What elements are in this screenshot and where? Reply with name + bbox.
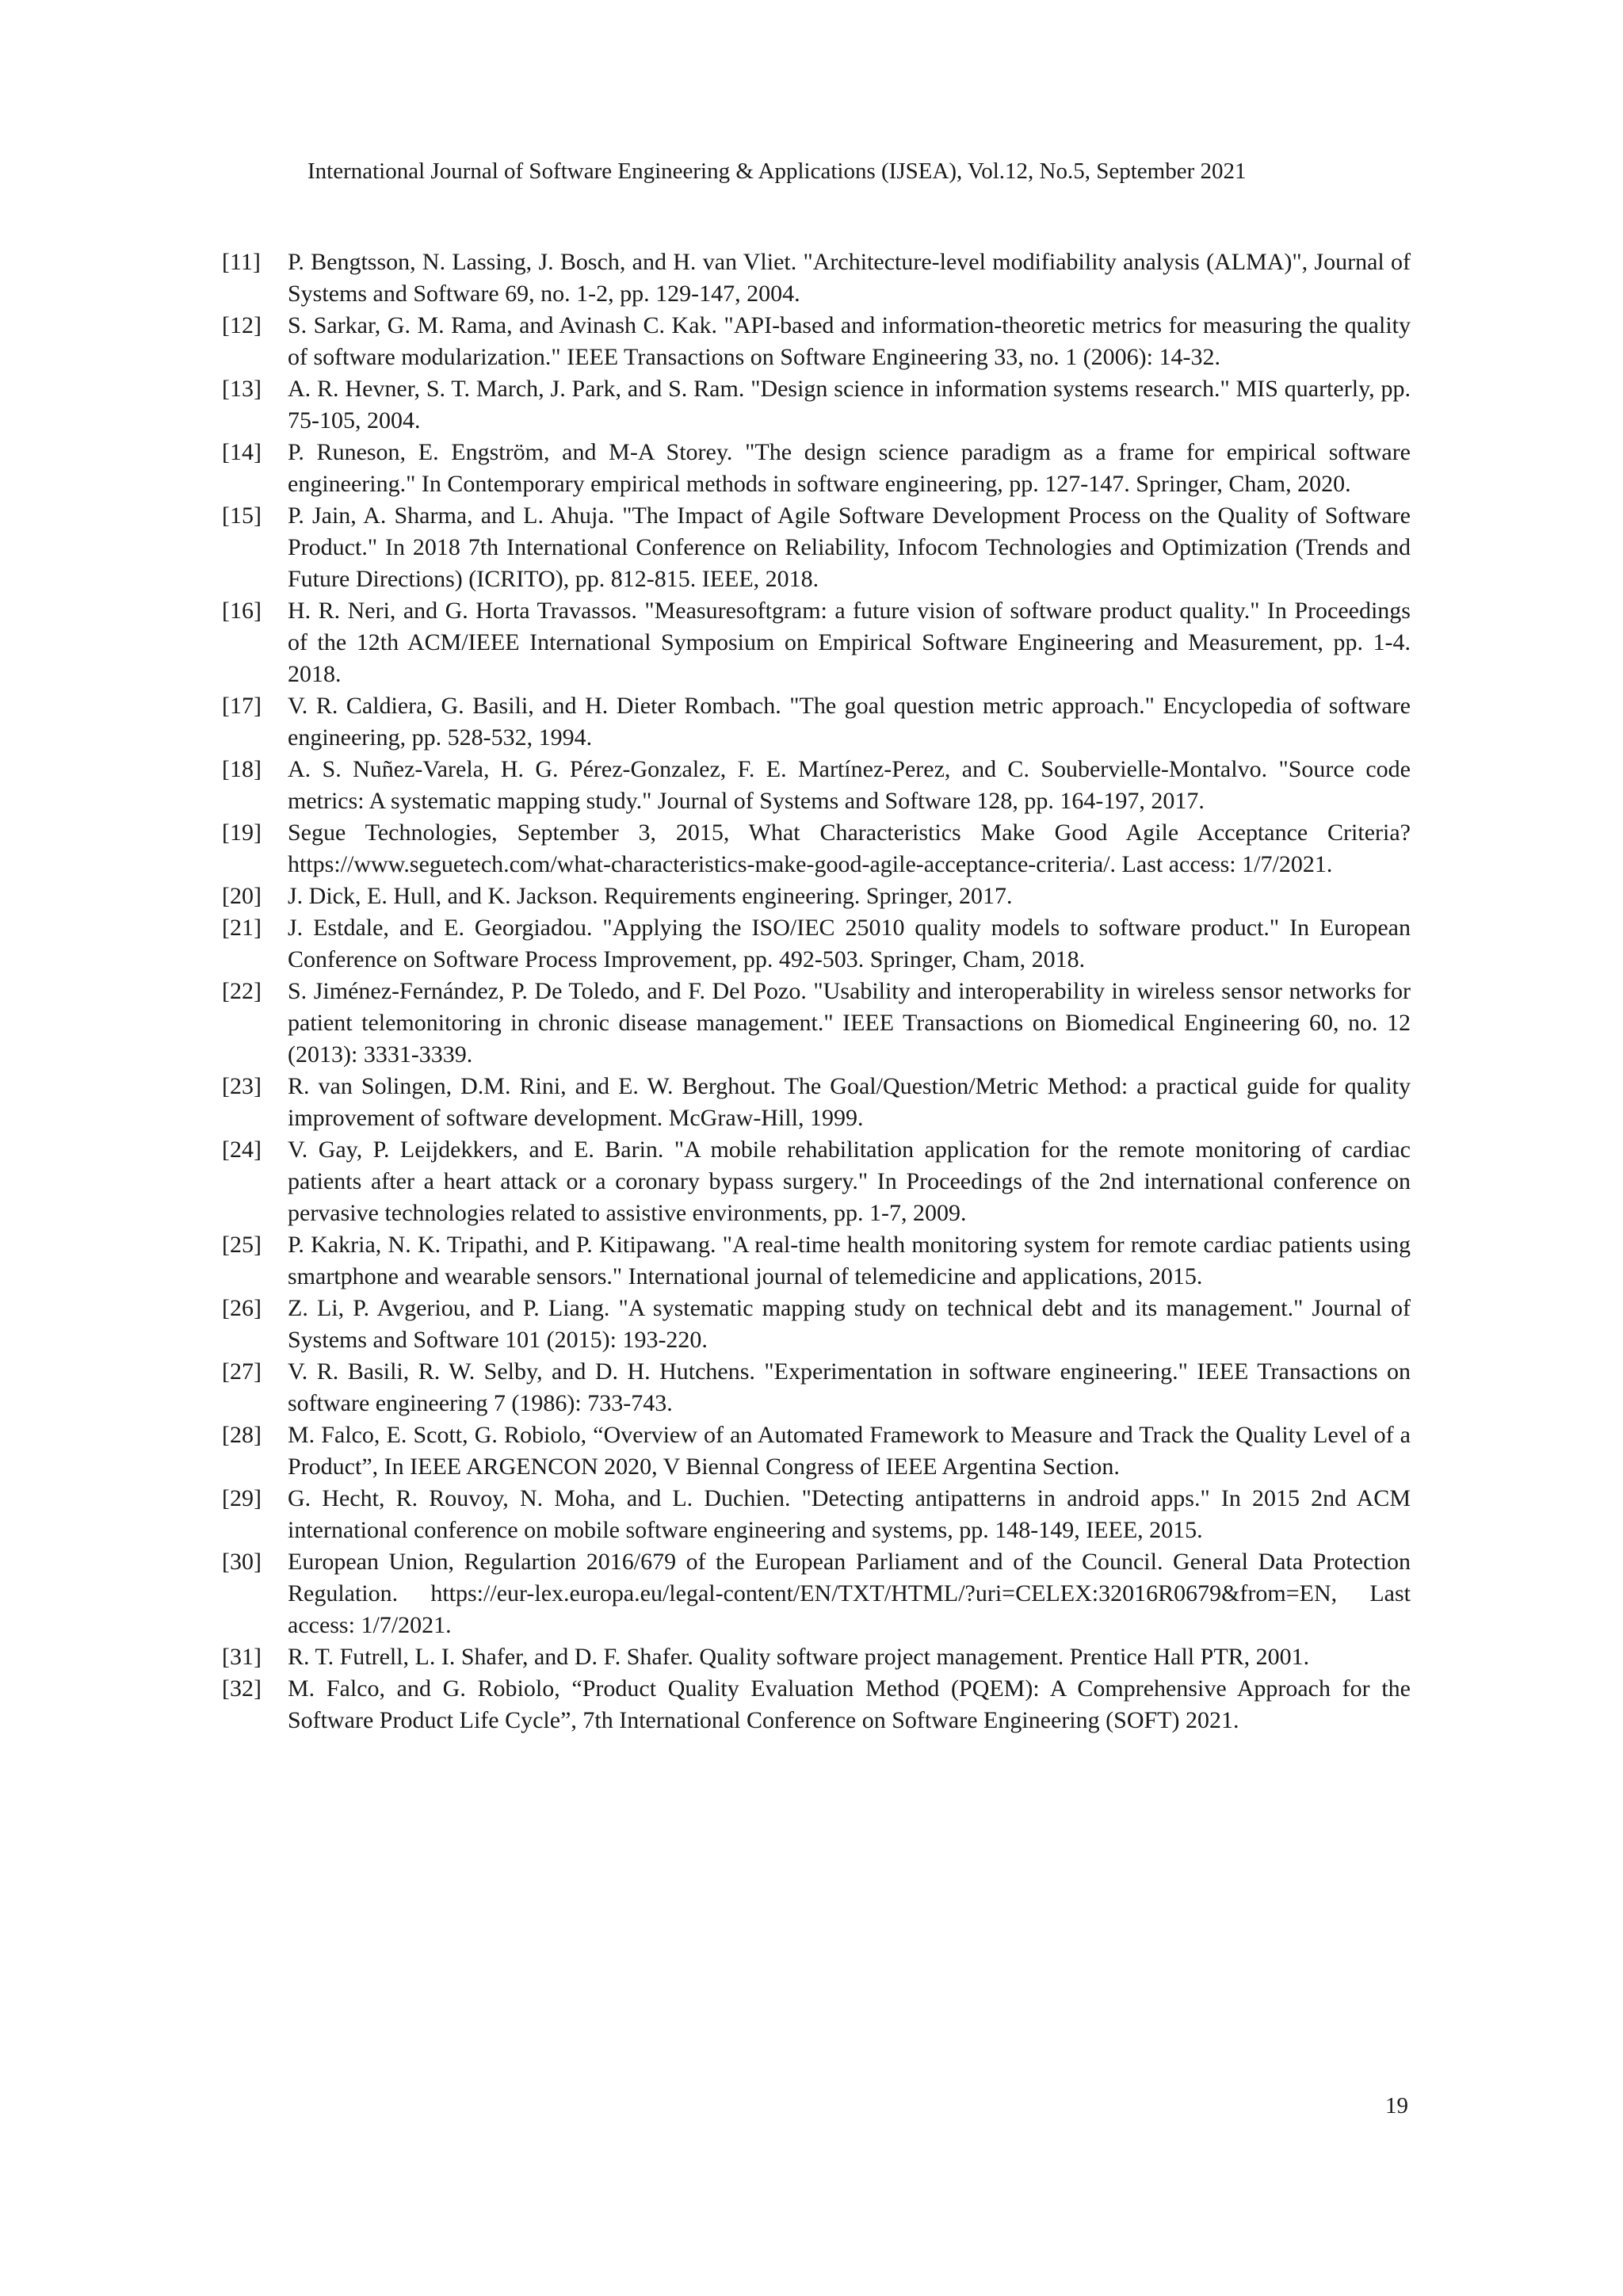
reference-text: G. Hecht, R. Rouvoy, N. Moha, and L. Duchien. "Detecting antipatterns in android apps." In 2015 2nd ACM international conference on mobile software engineering and systems, pp. 148-149, IEEE, 2015. (288, 1485, 1411, 1543)
reference-number: [21] (222, 915, 262, 941)
reference-number: [13] (222, 376, 262, 402)
reference-item (222, 1071, 1411, 1134)
reference-item (222, 1483, 1411, 1546)
reference-item (222, 754, 1411, 817)
reference-item (222, 437, 1411, 500)
reference-item (222, 500, 1411, 595)
reference-item (222, 912, 1411, 976)
reference-number: [22] (222, 978, 262, 1004)
reference-number: [15] (222, 502, 262, 529)
reference-number: [17] (222, 693, 262, 719)
reference-number: [18] (222, 756, 262, 782)
reference-number: [19] (222, 819, 262, 846)
reference-item (222, 595, 1411, 690)
reference-text: H. R. Neri, and G. Horta Travassos. "Measuresoftgram: a future vision of software product quality." In Proceedings of the 12th ACM/IEEE International Symposium on Empirical Software Engineering and Measurement, pp. 1-4. 2018. (288, 598, 1411, 687)
reference-text: J. Estdale, and E. Georgiadou. "Applying the ISO/IEC 25010 quality models to software product." In European Conference on Software Process Improvement, pp. 492-503. Springer, Cham, 2018. (288, 915, 1411, 972)
reference-text: P. Bengtsson, N. Lassing, J. Bosch, and H. van Vliet. "Architecture-level modifiability analysis (ALMA)", Journal of Systems and Software 69, no. 1-2, pp. 129-147, 2004. (288, 249, 1411, 307)
reference-item (222, 1293, 1411, 1356)
reference-number: [26] (222, 1295, 262, 1321)
reference-item (222, 1641, 1411, 1673)
reference-text: M. Falco, E. Scott, G. Robiolo, “Overview of an Automated Framework to Measure and Track the Quality Level of a Product”, In IEEE ARGENCON 2020, V Biennal Congress of IEEE Argentina Section. (288, 1422, 1411, 1480)
reference-number: [30] (222, 1549, 262, 1575)
reference-text: P. Runeson, E. Engström, and M-A Storey. "The design science paradigm as a frame for empirical software engineering." In Contemporary empirical methods in software engineering, pp. 127-147. Springer, Cham, 2020. (288, 439, 1411, 497)
reference-number: [23] (222, 1073, 262, 1099)
reference-number: [29] (222, 1485, 262, 1511)
reference-number: [31] (222, 1644, 262, 1670)
reference-number: [28] (222, 1422, 262, 1448)
reference-text: P. Kakria, N. K. Tripathi, and P. Kitipawang. "A real-time health monitoring system for remote cardiac patients using smartphone and wearable sensors." International journal of telemedicine and applications, 2015. (288, 1232, 1411, 1289)
running-header: International Journal of Software Engineering & Applications (IJSEA), Vol.12, No.5, September 2021 (307, 159, 1247, 184)
reference-text: Segue Technologies, September 3, 2015, What Characteristics Make Good Agile Acceptance Criteria? https://www.seguetech.com/what-characteristics-make-good-agile-acceptance-criteria/. Last access: 1/7/2021. (288, 819, 1411, 877)
reference-number: [14] (222, 439, 262, 465)
reference-text: M. Falco, and G. Robiolo, “Product Quality Evaluation Method (PQEM): A Comprehensive Approach for the Software Product Life Cycle”, 7th International Conference on Software Engineering (SOFT) 2021. (288, 1675, 1411, 1733)
reference-item (222, 1419, 1411, 1483)
reference-item (222, 373, 1411, 437)
reference-item (222, 1673, 1411, 1736)
reference-text: J. Dick, E. Hull, and K. Jackson. Requirements engineering. Springer, 2017. (288, 883, 1013, 909)
reference-item (222, 1546, 1411, 1641)
reference-text: S. Sarkar, G. M. Rama, and Avinash C. Kak. "API-based and information-theoretic metrics for measuring the quality of software modularization." IEEE Transactions on Software Engineering 33, no. 1 (2006): 14-32. (288, 312, 1411, 370)
reference-item (222, 310, 1411, 373)
reference-text: P. Jain, A. Sharma, and L. Ahuja. "The Impact of Agile Software Development Process on the Quality of Software Product." In 2018 7th International Conference on Reliability, Infocom Technologies and Optimization (Trends and Future Directions) (ICRITO), pp. 812-815. IEEE, 2018. (288, 502, 1411, 592)
reference-item (222, 976, 1411, 1071)
reference-number: [24] (222, 1137, 262, 1163)
page-number: 19 (1385, 2093, 1408, 2118)
reference-number: [32] (222, 1675, 262, 1702)
reference-text: Z. Li, P. Avgeriou, and P. Liang. "A systematic mapping study on technical debt and its management." Journal of Systems and Software 101 (2015): 193-220. (288, 1295, 1411, 1353)
reference-item (222, 881, 1411, 912)
reference-text: A. S. Nuñez-Varela, H. G. Pérez-Gonzalez, F. E. Martínez-Perez, and C. Soubervielle-Montalvo. "Source code metrics: A systematic mapping study." Journal of Systems and Software 128, pp. 164-197, 2017. (288, 756, 1411, 814)
reference-item (222, 817, 1411, 881)
reference-text: S. Jiménez-Fernández, P. De Toledo, and F. Del Pozo. "Usability and interoperability in wireless sensor networks for patient telemonitoring in chronic disease management." IEEE Transactions on Biomedical Engineering 60, no. 12 (2013): 3331-3339. (288, 978, 1411, 1068)
reference-number: [25] (222, 1232, 262, 1258)
reference-text: V. R. Caldiera, G. Basili, and H. Dieter Rombach. "The goal question metric approach." Encyclopedia of software engineering, pp. 528-532, 1994. (288, 693, 1411, 751)
reference-item (222, 1134, 1411, 1229)
reference-text: R. T. Futrell, L. I. Shafer, and D. F. Shafer. Quality software project management. Prentice Hall PTR, 2001. (288, 1644, 1310, 1670)
reference-item (222, 246, 1411, 310)
reference-item (222, 690, 1411, 754)
reference-list (222, 246, 1411, 1736)
reference-item (222, 1229, 1411, 1293)
reference-text: V. Gay, P. Leijdekkers, and E. Barin. "A mobile rehabilitation application for the remote monitoring of cardiac patients after a heart attack or a coronary bypass surgery." In Proceedings of the 2nd international conference on pervasive technologies related to assistive environments, pp. 1-7, 2009. (288, 1137, 1411, 1226)
reference-number: [12] (222, 312, 262, 338)
reference-number: [16] (222, 598, 262, 624)
reference-text: A. R. Hevner, S. T. March, J. Park, and S. Ram. "Design science in information systems research." MIS quarterly, pp. 75-105, 2004. (288, 376, 1411, 434)
reference-item (222, 1356, 1411, 1419)
reference-number: [20] (222, 883, 262, 909)
reference-text: European Union, Regulartion 2016/679 of the European Parliament and of the Council. General Data Protection Regulation. https://eur-lex.europa.eu/legal-content/EN/TXT/HTML/?uri=CELEX:32016R0679&from=EN, Last access: 1/7/2021. (288, 1549, 1411, 1638)
reference-number: [11] (222, 249, 261, 275)
reference-text: V. R. Basili, R. W. Selby, and D. H. Hutchens. "Experimentation in software engineering." IEEE Transactions on software engineering 7 (1986): 733-743. (288, 1358, 1411, 1416)
reference-number: [27] (222, 1358, 262, 1385)
reference-text: R. van Solingen, D.M. Rini, and E. W. Berghout. The Goal/Question/Metric Method: a practical guide for quality improvement of software development. McGraw-Hill, 1999. (288, 1073, 1411, 1131)
